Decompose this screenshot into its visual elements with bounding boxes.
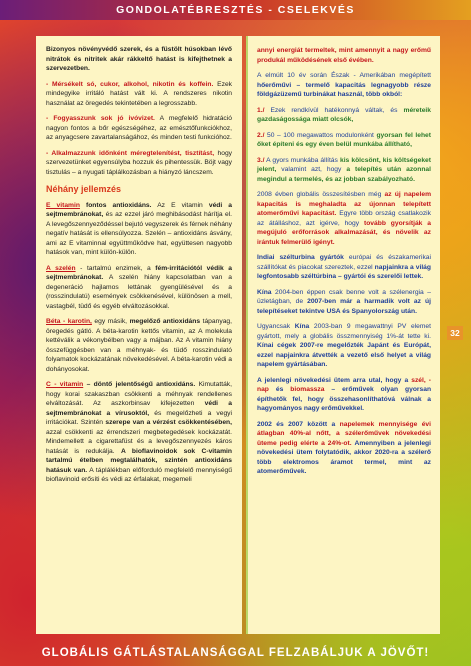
beta-carotene-title: Béta - karotin, bbox=[46, 318, 92, 325]
beta-carotene-text2: megelőző antioxidáns bbox=[129, 318, 201, 325]
r-para-3 bbox=[257, 190, 431, 247]
r-para-8 bbox=[257, 420, 431, 477]
vitamin-c-text1: – döntő jelentőségű antioxidáns. bbox=[86, 381, 196, 388]
selenium-text2: fém-irritációtól védik a sejtmembránokat. bbox=[46, 264, 233, 281]
vitamin-c-text8: A táplálékban előforduló megfelelő mennyiségű bioflavinoid erősíti és védi az érfalakat, megemeli bbox=[46, 466, 232, 483]
beta-carotene-text1: egy másik, bbox=[94, 318, 128, 325]
page-number: 32 bbox=[447, 326, 463, 340]
r-para-2-b: hőerőművi – termelő kapacitás legnagyobb része földgázüzemű turbinákat használ, több okból: bbox=[257, 81, 431, 98]
left-column bbox=[36, 36, 242, 634]
r-para-4-a: Indiai szélturbina gyártók bbox=[257, 254, 344, 261]
reason-1 bbox=[257, 106, 431, 125]
r-para-7-a: A jelenlegi növekedési ütem arra utal, hogy a bbox=[257, 376, 409, 384]
reason-1-number: 1./ bbox=[257, 106, 265, 114]
vitamin-c-text6: azzal csökkenti az érrendszeri megbetegedések kockázatát. Mindemellett a cigarettafüst és a levegőszennyezés káros hatását is redukálja. bbox=[46, 428, 232, 455]
tip-detox-title: - Alkalmazzunk időnként méregtelenítést, tisztítást, bbox=[46, 149, 215, 157]
beta-carotene-text3: tápanyag, öregedés gátló. A béta-karotin kettős vitamin, az A molekula kettéválik a vékonybélben vagy a májban. Az A vitamin hiány összefüggésben van a méhnyak- és tüdő rosszindulató folyamatok kockázatának növekedésével. A béta-karotin védi a dohányosokat. bbox=[46, 318, 232, 373]
beta-carotene-paragraph bbox=[46, 317, 232, 374]
r-para-5-c: 2007-ben már a harmadik volt az új telepítéseket tekintve USA és Spanyolország után. bbox=[257, 298, 431, 315]
r-para-8-a: 2002 és 2007 között a bbox=[257, 420, 336, 428]
reason-3-a: A gyors munkába állítás bbox=[266, 156, 338, 164]
vitamin-c-text5: szerepe van a vérzést csökkentésében, bbox=[105, 419, 232, 426]
selenium-title: A szelén bbox=[46, 264, 76, 272]
r-para-8-c: Amennyiben a jelenlegi növekedési ütem folytatódik, akkor 2020-ra a szélerő több elektromos áramot termel, mint az atomerőművek. bbox=[257, 439, 432, 475]
r-para-6-d: Kínai cégek 2007-re megelőzték Japánt és Európát, ezzel napjainkra átvették a vezető első helyet a világ napelem gyártásában. bbox=[257, 342, 431, 368]
tip-water bbox=[46, 114, 232, 143]
vitamin-c-paragraph bbox=[46, 380, 232, 485]
r-para-6-b: Kína bbox=[294, 323, 310, 330]
vitamin-c-title: C - vitamin bbox=[46, 381, 84, 388]
tip-moderation-title: - Mérsékelt só, cukor, alkohol, nikotin és koffein. bbox=[46, 80, 214, 88]
reason-3-number: 3./ bbox=[257, 156, 265, 164]
r-para-1-a: annyi energiát termeltek, bbox=[257, 47, 337, 54]
reason-3-d: a telepítés után azonnal megindul a termelés, és az jobban szabályozható. bbox=[257, 166, 432, 183]
vitamin-e-text1: fontos antioxidáns. bbox=[86, 201, 152, 209]
reason-2-a: 50 – 100 megawattos modulonként bbox=[267, 131, 374, 139]
reason-3 bbox=[257, 156, 431, 185]
r-para-5-b: 2004-ben éppen csak benne volt a szélenergia – üzletágban, de bbox=[257, 288, 431, 305]
r-para-6-c: 2003-ban 9 megawattnyi PV elemet gyártott, mely a globális összmennyiség 1%-át tette ki. bbox=[257, 323, 432, 340]
reason-2-b: gyorsan fel lehet őket építeni és egy éven belül munkába állítható, bbox=[257, 131, 431, 148]
r-para-7-e: – erőművek olyan gyorsan építhetők fel, hogy összehasonlíthatóvá válnak a hagyományos nagy erőművekkel. bbox=[257, 386, 432, 412]
vitamin-c-text2: Kimutatták, hogy korai szakaszban csökkenti a méhnyak rendellenes elváltozását. Az aszkorbinsav kifejezetten bbox=[46, 381, 233, 407]
tip-detox-text: hogy szervezetünket egyensúlyba hozzuk és pihentessük. Böjt vagy tisztulás – a nyugati táplálkozásban a hiányzó láncszem. bbox=[46, 149, 233, 176]
tip-moderation bbox=[46, 80, 232, 109]
r-para-5 bbox=[257, 288, 431, 317]
vitamin-c-text4: és megelőzheti a vegyi irritációkat. Szintén bbox=[46, 409, 232, 426]
r-para-4-c: napjainkra a világ legfontosabb széltúrbina – gyártói és szerelői lettek. bbox=[257, 263, 431, 280]
r-para-5-a: Kína bbox=[257, 288, 272, 296]
vitamin-c-text7: A bioflavinoidok sok C-vitamin tartalmú ételben megtalálhatók, szintén antioxidáns hatásuk van. bbox=[46, 447, 232, 474]
reason-3-c: valamint azt, hogy bbox=[281, 166, 342, 173]
reason-1-b: méreteik gazdaságossága miatt olcsók, bbox=[257, 106, 432, 123]
vitamin-e-text4: és az ezzel járó meghibásodást hárítja el. A levegőszennyeződéssel bejutó vegyszerek és férnek néhány negatív hatását is ellensúlyozza. Szelén – antioxidáns ásvány, ami az E vitaminnal együttműködve hat, együttesen nagyobb hatások van, mint külön-külön. bbox=[46, 211, 233, 256]
r-para-7 bbox=[257, 376, 431, 414]
vitamin-c-text3: védi a sejtmembránokat a vírusoktól, bbox=[46, 400, 233, 417]
r-para-6 bbox=[257, 322, 431, 370]
reason-1-a: Ezek rendkívül hatékonnyá váltak, és bbox=[270, 106, 398, 114]
reason-2 bbox=[257, 131, 431, 150]
r-para-3-c: Egyre több ország csatlakozik az átálláshoz, azt igérve, hogy bbox=[257, 210, 432, 227]
tip-detox bbox=[46, 149, 232, 178]
vitamin-e-paragraph bbox=[46, 201, 232, 258]
intro-paragraph: Bizonyos növényvédő szerek, és a füstölt húsokban lévő nitrátok és nitritek akár rákkeltő hatást is kifejthetnek a szervezetben. bbox=[46, 46, 232, 72]
r-para-7-b: szél, - nap bbox=[257, 376, 432, 393]
r-para-3-d: tovább gyorsítják a megújuló erőforrások alkalmazását, és növelik az irántuk felmerülő igényt. bbox=[257, 219, 431, 246]
r-para-7-d: biomassza bbox=[290, 386, 325, 393]
r-para-7-c: és bbox=[275, 386, 284, 393]
r-para-6-a: Ugyancsak bbox=[257, 323, 291, 330]
tip-moderation-text: Ezek mindegyike irritáló hatást vált ki. A rendszeres nikotin használat az öregedés tekintetében a legrosszabb. bbox=[46, 80, 233, 107]
selenium-paragraph bbox=[46, 264, 232, 312]
right-column bbox=[246, 36, 440, 634]
tip-water-title: - Fogyasszunk sok jó ivóvizet. bbox=[46, 115, 155, 122]
r-para-1 bbox=[257, 46, 431, 65]
r-para-8-b: napelemek mennyisége évi átlagban 40%-al nőtt, a szélerőművek növekedési üteme pedig elérte a 24%-ot. bbox=[257, 420, 432, 447]
tip-water-text: A megfelelő hidratáció nagyon fontos a bőr egészségéhez, az emésztőfunkciókhoz, az anyagcsere zavartalanságához, és minden testi funkcióhoz. bbox=[46, 115, 232, 141]
reason-2-number: 2./ bbox=[257, 131, 265, 139]
section-heading: Néhány jellemzés bbox=[46, 184, 122, 194]
r-para-3-a: 2008 évben globális összesítésben még bbox=[257, 191, 382, 198]
vitamin-e-text3: védi a sejtmembránokat, bbox=[46, 201, 233, 218]
r-para-2-a: A elmúlt 10 év során Észak - Amerikában megépített bbox=[257, 72, 431, 79]
selenium-text1: - tartalmú enzimek, a bbox=[80, 264, 151, 272]
r-para-2 bbox=[257, 71, 431, 100]
r-para-4-b: európai és északamerikai szállítókat és piacokat szereztek, ezzel bbox=[257, 254, 431, 271]
selenium-text3: A szelén hiány kapcsolatban van a degeneráció hajlamos lettának gyengülésével és a (rosszindulatú) események csökkenésével, különösen a mell, vastagbél, tüdő és egyéb elváltozásokkal. bbox=[46, 274, 232, 310]
reason-3-b: kis kölcsönt, kis költségeket jelent, bbox=[257, 156, 431, 173]
vitamin-e-title: E vitamin bbox=[46, 201, 80, 209]
page-header: GONDOLATÉBRESZTÉS - CSELEKVÉS bbox=[0, 0, 471, 20]
r-para-1-b: mint amennyit a nagy erőmű produkál működésének első évében. bbox=[257, 47, 432, 64]
r-para-4 bbox=[257, 253, 431, 282]
vitamin-e-text2: Az E vitamin bbox=[157, 201, 203, 209]
page-footer: GLOBÁLIS GÁTLÁSTALANSÁGGAL FELZABÁLJUK A JÖVŐT! bbox=[41, 647, 430, 659]
r-para-3-b: az új napelem kapacitás is meghaladta az újonnan telepített atomerőművi kapacitást. bbox=[257, 191, 432, 217]
